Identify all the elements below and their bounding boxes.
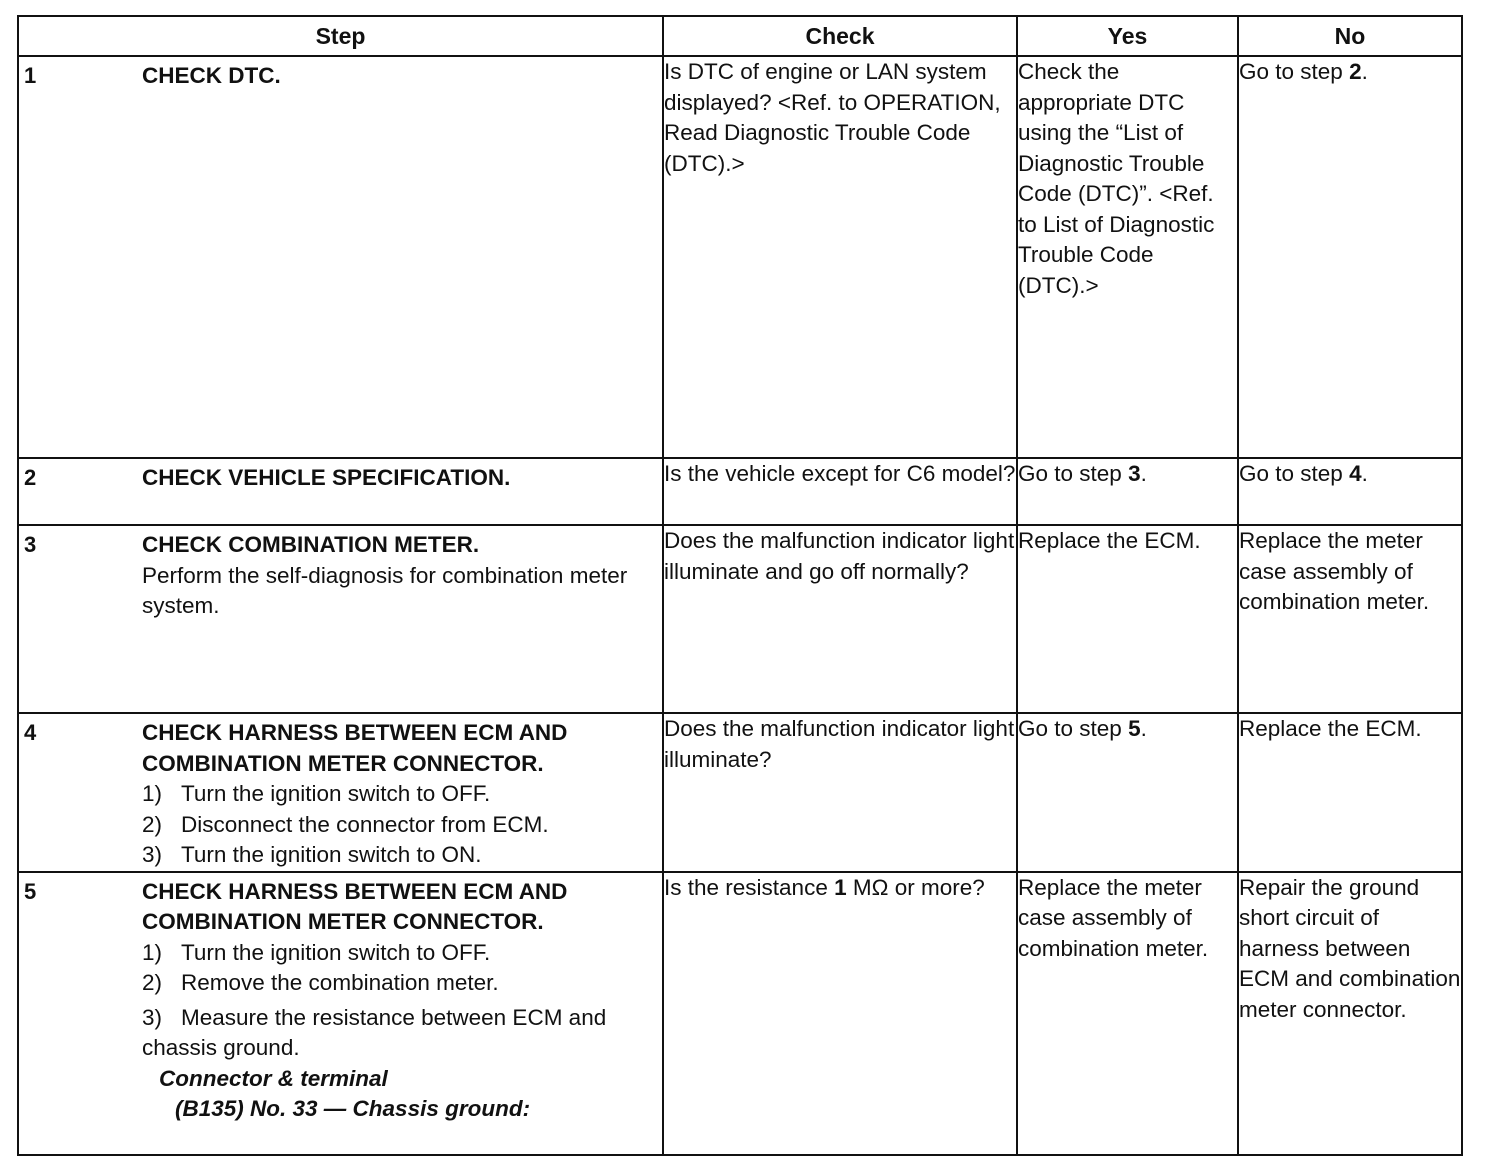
table-row: [18, 56, 1462, 458]
check-cell: Is the vehicle except for C6 model?: [663, 458, 1017, 525]
step-reference: 2: [1349, 59, 1362, 84]
step-number: 3: [24, 532, 37, 557]
connector-terminal: (B135) No. 33 — Chassis ground:: [175, 1096, 531, 1121]
header-row: [18, 16, 1462, 56]
step-reference: 5: [1128, 716, 1141, 741]
header-yes: Yes: [1017, 16, 1238, 56]
no-cell: Go to step 2.: [1238, 56, 1462, 458]
check-cell: Is DTC of engine or LAN system displayed? <Ref. to OPERATION, Read Diagnostic Trouble Code (DTC).>: [663, 56, 1017, 458]
step-cell: [18, 525, 663, 713]
diagnostic-table: [17, 15, 1463, 1156]
procedure-step: 3) Measure the resistance between ECM and chassis ground.: [142, 1004, 607, 1060]
no-cell: Replace the meter case assembly of combination meter.: [1238, 525, 1462, 713]
check-cell: Does the malfunction indicator light illuminate and go off normally?: [663, 525, 1017, 713]
table-row: [18, 713, 1462, 872]
step-cell: [18, 458, 663, 525]
header-check: Check: [663, 16, 1017, 56]
step-title: CHECK HARNESS BETWEEN ECM AND COMBINATION METER CONNECTOR.: [142, 878, 568, 934]
no-cell: Go to step 4.: [1238, 458, 1462, 525]
step-title: CHECK VEHICLE SPECIFICATION.: [142, 465, 511, 490]
step-cell: [18, 872, 663, 1156]
yes-cell: Check the appropriate DTC using the “List of Diagnostic Trouble Code (DTC)”. <Ref. to List of Diagnostic Trouble Code (DTC).>: [1017, 56, 1238, 458]
yes-cell: Go to step 5.: [1017, 713, 1238, 872]
no-cell: Repair the ground short circuit of harness between ECM and combination meter connector.: [1238, 872, 1462, 1156]
step-cell: [18, 713, 663, 872]
step-number: 2: [24, 465, 37, 490]
procedure-step: 1) Turn the ignition switch to OFF.: [142, 781, 491, 806]
yes-cell: Replace the ECM.: [1017, 525, 1238, 713]
procedure-step: 2) Disconnect the connector from ECM.: [142, 811, 549, 837]
step-title: CHECK COMBINATION METER.: [142, 532, 480, 557]
step-description: Perform the self-diagnosis for combination meter system.: [142, 562, 628, 618]
step-number: 4: [24, 720, 37, 745]
step-title: CHECK HARNESS BETWEEN ECM AND COMBINATION METER CONNECTOR.: [142, 720, 568, 776]
check-cell: Is the resistance 1 MΩ or more?: [663, 872, 1017, 1156]
step-title: CHECK DTC.: [142, 63, 281, 88]
yes-cell: Replace the meter case assembly of combination meter.: [1017, 872, 1238, 1156]
step-number: 5: [24, 878, 37, 904]
step-cell: [18, 56, 663, 458]
table-row: [18, 525, 1462, 713]
yes-cell: Go to step 3.: [1017, 458, 1238, 525]
step-reference: 3: [1128, 461, 1141, 486]
table-row: [18, 458, 1462, 525]
header-no: No: [1238, 16, 1462, 56]
step-reference: 4: [1349, 461, 1362, 486]
no-cell: Replace the ECM.: [1238, 713, 1462, 872]
check-cell: Does the malfunction indicator light illuminate?: [663, 713, 1017, 872]
procedure-step: 3) Turn the ignition switch to ON.: [142, 842, 482, 867]
procedure-step: 2) Remove the combination meter.: [142, 970, 499, 995]
connector-label: Connector & terminal: [159, 1065, 388, 1091]
step-number: 1: [24, 63, 37, 88]
header-step: Step: [18, 16, 663, 56]
table-row: [18, 872, 1462, 1156]
resistance-value: 1: [834, 874, 847, 900]
procedure-step: 1) Turn the ignition switch to OFF.: [142, 939, 491, 965]
